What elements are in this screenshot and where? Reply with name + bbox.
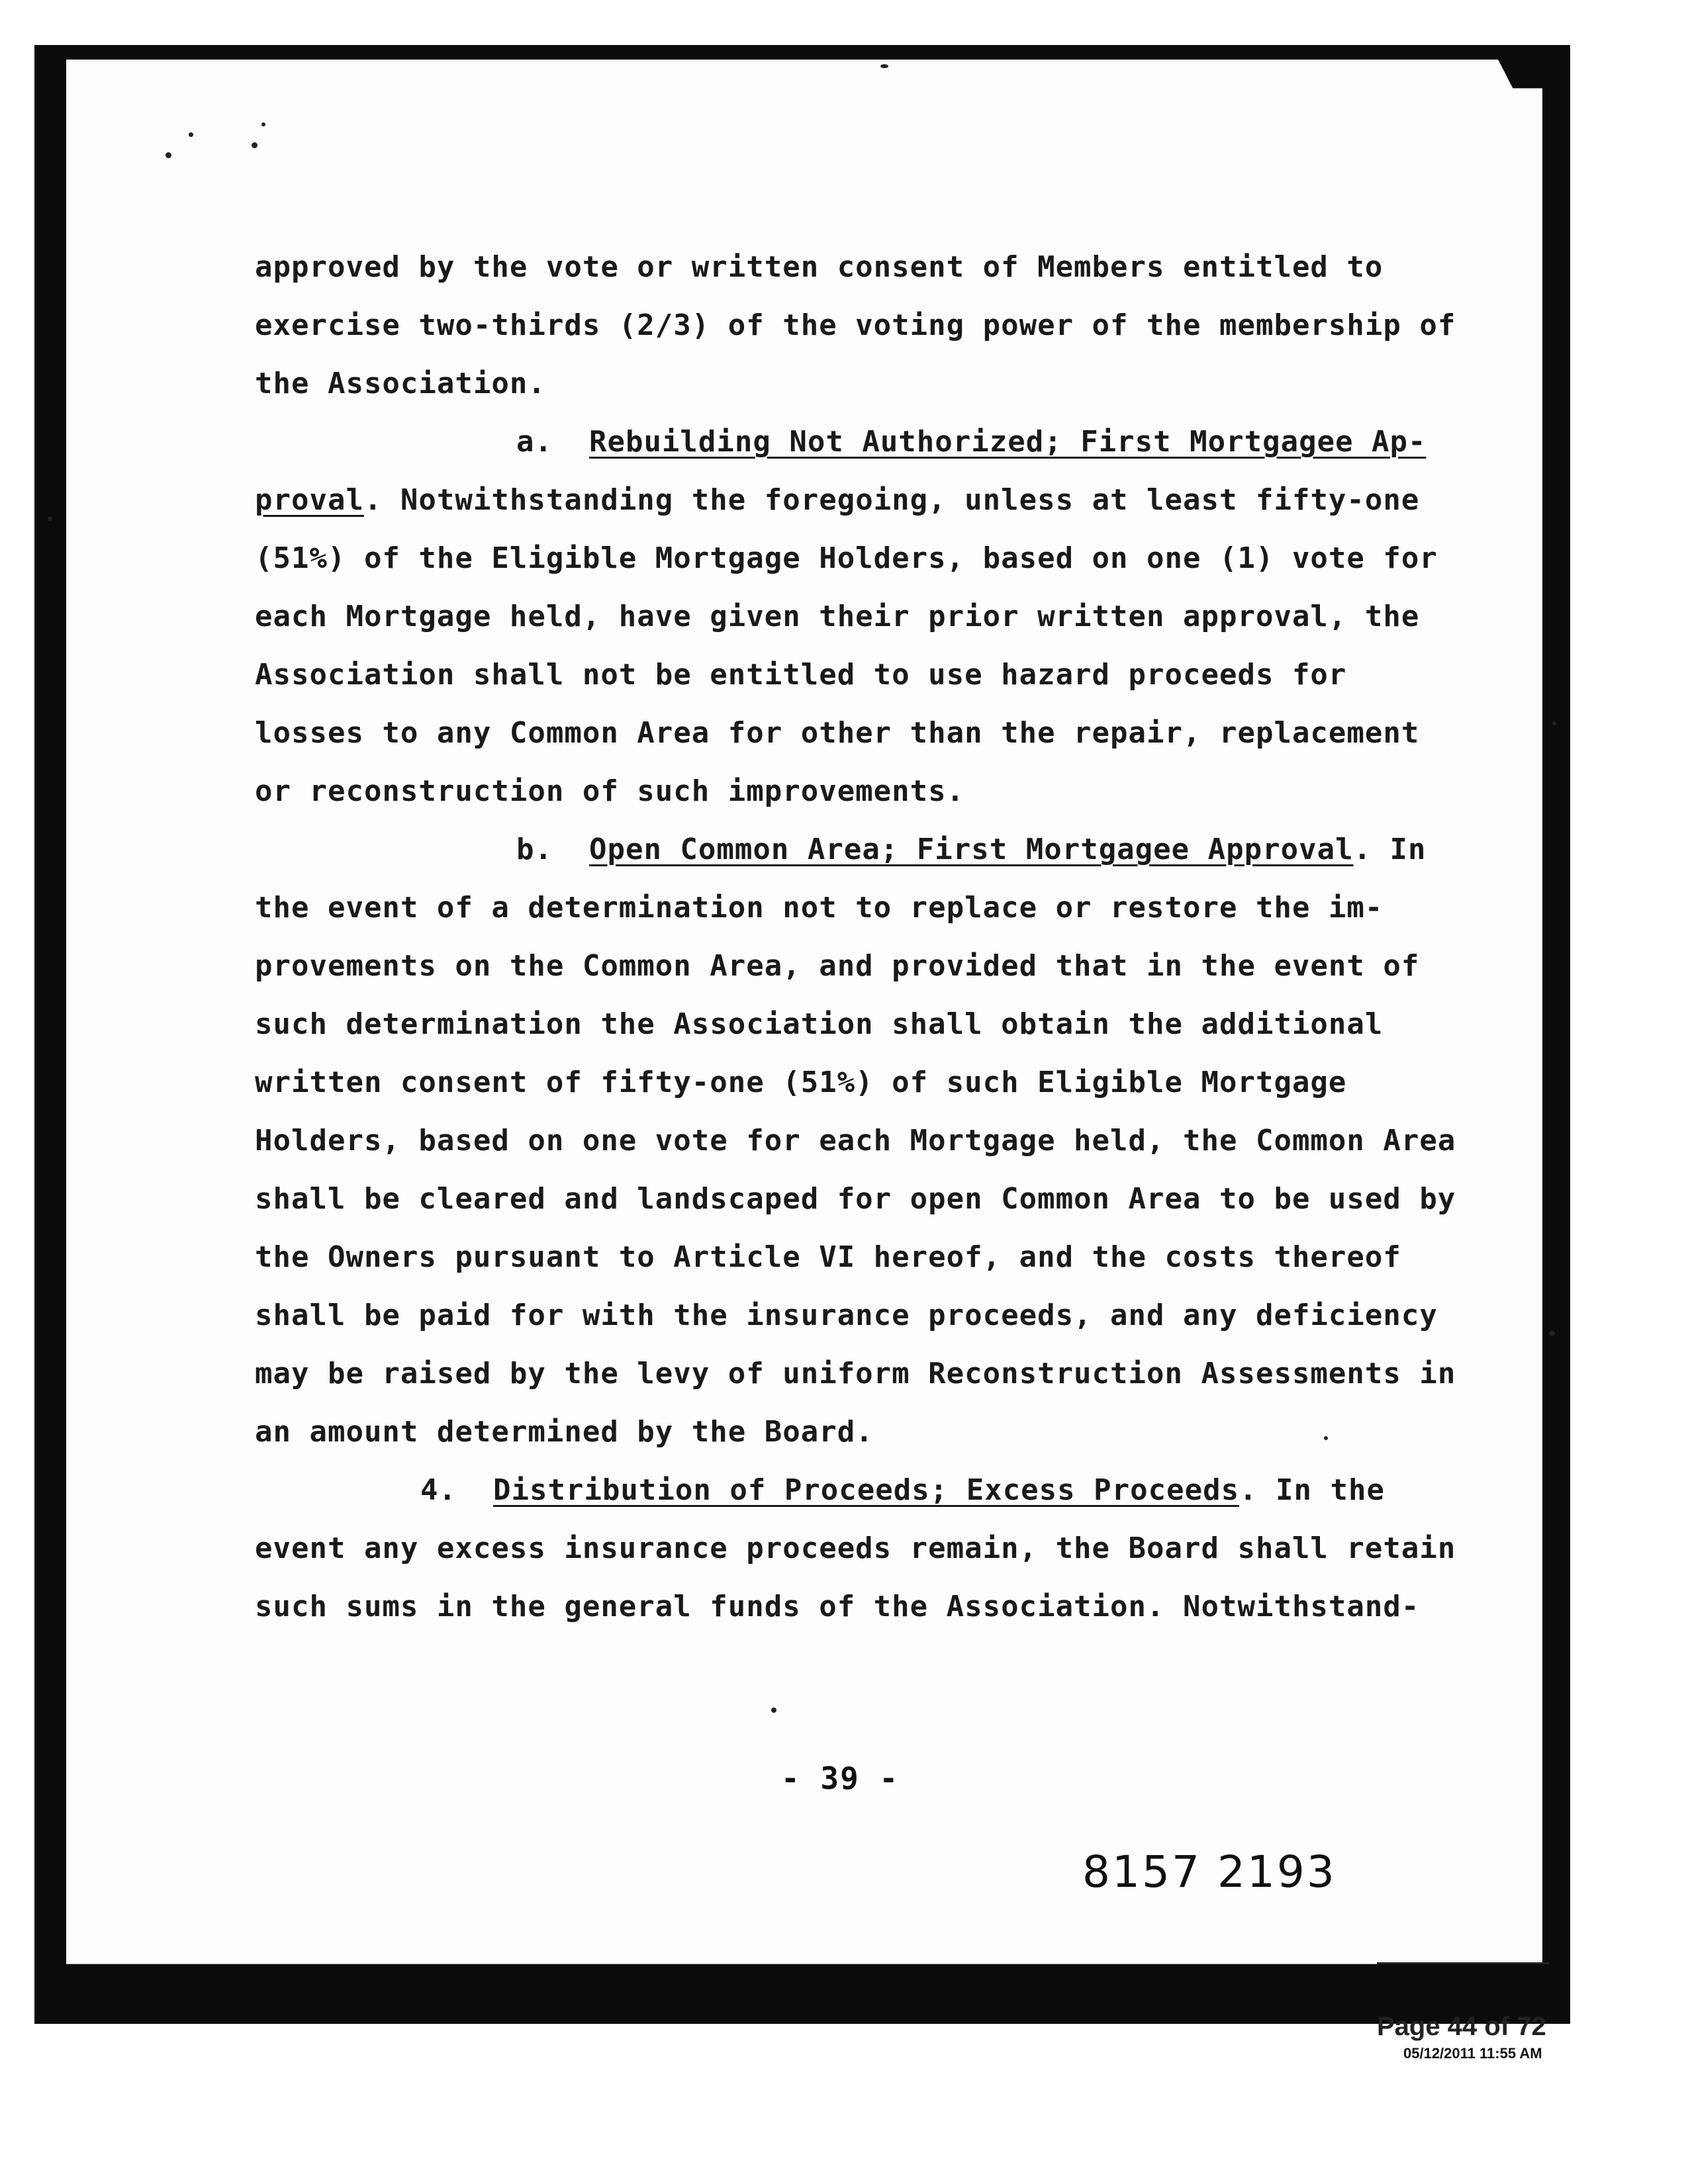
text-line: or reconstruction of such improvements.: [255, 774, 965, 808]
text-line: approved by the vote or written consent of Members entitled to: [255, 250, 1383, 284]
text-line: shall be cleared and landscaped for open Common Area to be used by: [255, 1182, 1456, 1216]
text-line: an amount determined by the Board.: [255, 1415, 874, 1449]
timestamp-label: 05/12/2011 11:55 AM: [1403, 2045, 1542, 2062]
text-line: the Association.: [255, 367, 546, 400]
paragraph-a-heading-end: proval: [255, 483, 364, 517]
text-line: such determination the Association shall obtain the additional: [255, 1007, 1383, 1041]
text-line: such sums in the general funds of the Association. Notwithstand-: [255, 1590, 1420, 1623]
section-4-heading-line: [255, 1461, 1466, 1520]
paragraph-a-heading-line: [255, 413, 1466, 471]
paragraph-b-heading: Open Common Area; First Mortgagee Approval: [588, 833, 1354, 866]
text-line: exercise two-thirds (2/3) of the voting power of the membership of: [255, 308, 1456, 342]
text-fragment: . In the: [1239, 1473, 1385, 1507]
text-line: event any excess insurance proceeds remain, the Board shall retain: [255, 1531, 1456, 1565]
text-line: provements on the Common Area, and provided that in the event of: [255, 949, 1420, 983]
book-page-reference: 8157 2193: [1082, 1846, 1336, 1897]
paragraph-marker: b.: [516, 833, 553, 866]
paragraph-a-heading: Rebuilding Not Authorized; First Mortgagee Ap-: [588, 425, 1427, 459]
page-number: - 39 -: [781, 1760, 900, 1796]
page-count-label: Page 44 of 72: [1377, 2012, 1546, 2041]
text-line: the Owners pursuant to Article VI hereof, and the costs thereof: [255, 1240, 1401, 1274]
divider: [1377, 1962, 1549, 1964]
section-marker: 4.: [420, 1473, 457, 1507]
text-line: may be raised by the levy of uniform Reconstruction Assessments in: [255, 1357, 1456, 1390]
text-line: (51%) of the Eligible Mortgage Holders, based on one (1) vote for: [255, 541, 1438, 575]
text-line: written consent of fifty-one (51%) of such Eligible Mortgage: [255, 1066, 1347, 1099]
paragraph-b-heading-line: [255, 821, 1466, 879]
text-line: [255, 471, 1466, 529]
text-line: losses to any Common Area for other than the repair, replacement: [255, 716, 1420, 750]
paragraph-marker: a.: [516, 425, 553, 459]
text-line: shall be paid for with the insurance proceeds, and any deficiency: [255, 1298, 1438, 1332]
document-body: [255, 238, 1466, 1636]
text-line: the event of a determination not to replace or restore the im-: [255, 891, 1383, 925]
text-line: Holders, based on one vote for each Mortgage held, the Common Area: [255, 1124, 1456, 1158]
text-fragment: . Notwithstanding the foregoing, unless at least fifty-one: [363, 483, 1420, 517]
text-line: Association shall not be entitled to use hazard proceeds for: [255, 658, 1347, 692]
section-4-heading: Distribution of Proceeds; Excess Proceeds: [492, 1473, 1240, 1507]
text-line: each Mortgage held, have given their prior written approval, the: [255, 600, 1420, 633]
text-fragment: . In: [1353, 833, 1427, 866]
